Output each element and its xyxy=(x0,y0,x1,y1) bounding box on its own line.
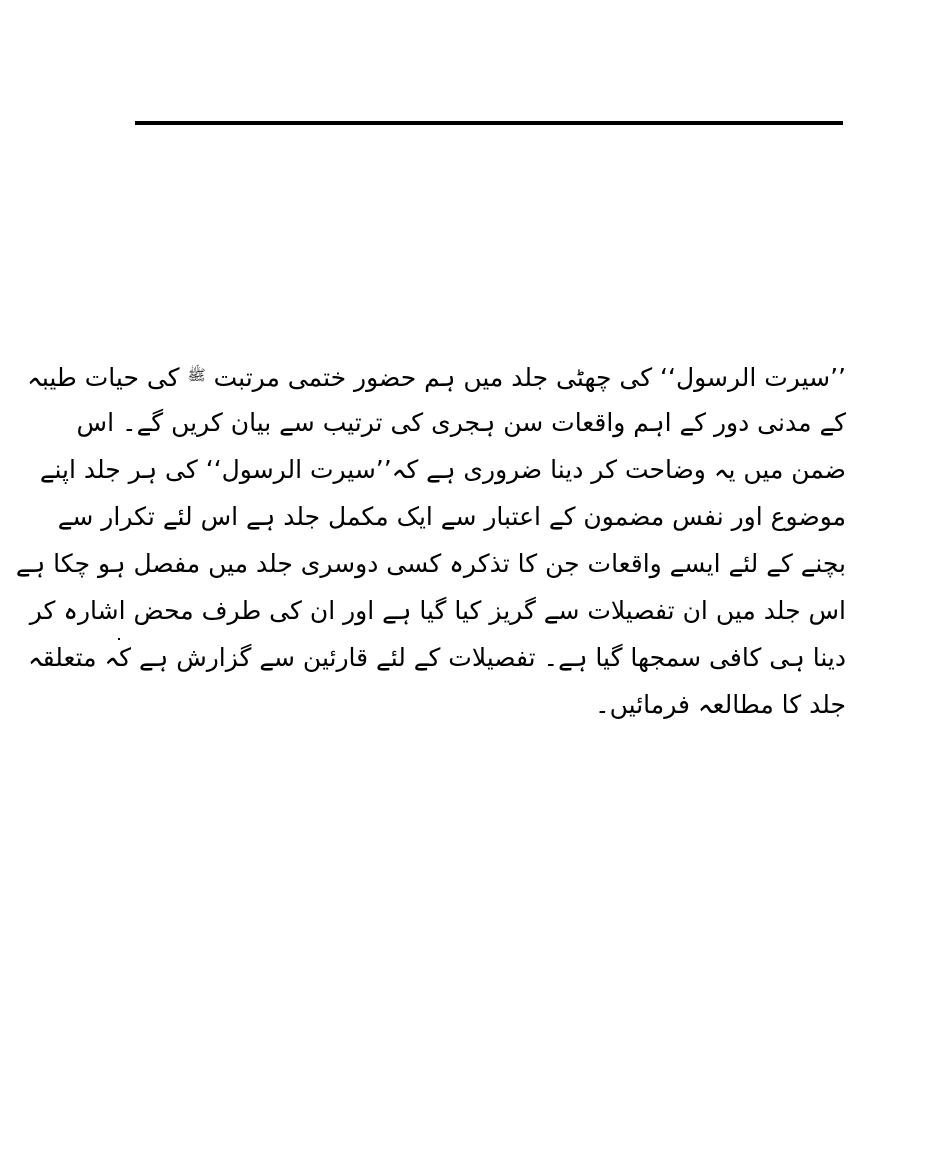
paragraph-line-5: بچنے کے لئے ایسے واقعات جن کا تذکرہ کسی دوسری جلد میں مفصل ہو چکا ہے xyxy=(15,549,846,578)
line-1-end: کی حیات طیبہ xyxy=(27,363,180,392)
preface-paragraph xyxy=(15,352,846,728)
paragraph-line-4: موضوع اور نفس مضمون کے اعتبار سے ایک مکمل جلد ہے اس لئے تکرار سے xyxy=(57,502,846,531)
paragraph-line-3: ضمن میں یہ وضاحت کر دینا ضروری ہے کہ’’سیرت الرسول‘‘ کی ہر جلد اپنے xyxy=(39,455,846,484)
line-1-start: ’’سیرت الرسول‘‘ کی چھٹی جلد میں ہم حضور ختمی مرتبت xyxy=(213,363,846,392)
paragraph-line-6: اس جلد میں ان تفصیلات سے گریز کیا گیا ہے اور ان کی طرف محض اشارہ کر xyxy=(29,596,846,625)
salutation-seal: ﷺ xyxy=(187,366,206,384)
paragraph-line-8: جلد کا مطالعہ فرمائیں۔ xyxy=(595,690,846,719)
paragraph-line-2: کے مدنی دور کے اہم واقعات سن ہجری کی ترتیب سے بیان کریں گے۔ اس xyxy=(76,408,846,437)
top-rule xyxy=(135,121,843,125)
paragraph-line-7: دینا ہی کافی سمجھا گیا ہے۔ تفصیلات کے لئے قارئین سے گزارش ہے کہ متعلقہ xyxy=(27,643,846,672)
paragraph-line-1 xyxy=(27,352,846,399)
